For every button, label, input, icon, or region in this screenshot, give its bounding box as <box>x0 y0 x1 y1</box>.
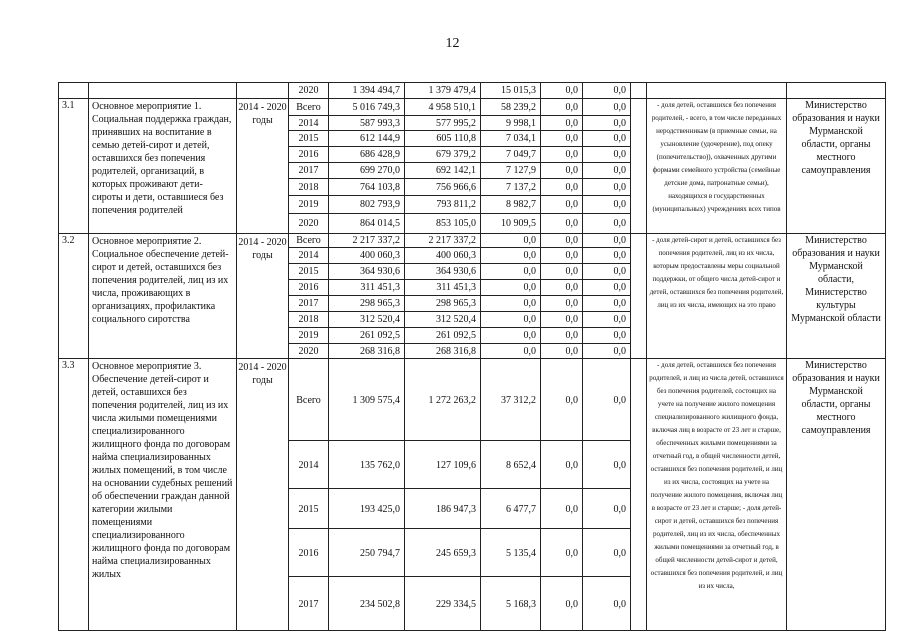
total-cell: 2 217 337,2 <box>329 234 405 248</box>
federal-budget-cell: 5 168,3 <box>481 577 541 631</box>
local-budget-cell: 0,0 <box>541 147 583 163</box>
federal-budget-cell: 0,0 <box>481 296 541 312</box>
federal-budget-cell: 0,0 <box>481 264 541 280</box>
federal-budget-cell: 0,0 <box>481 248 541 264</box>
year-cell: 2017 <box>289 163 329 179</box>
year-cell: 2014 <box>289 116 329 131</box>
activity-number: 3.3 <box>59 359 89 631</box>
total-cell: 261 092,5 <box>329 328 405 344</box>
federal-budget-cell: 0,0 <box>481 234 541 248</box>
federal-budget-cell: 6 477,7 <box>481 489 541 529</box>
local-budget-cell: 0,0 <box>541 214 583 234</box>
activity-period: 2014 - 2020 годы <box>237 99 289 234</box>
local-budget-cell: 0,0 <box>541 441 583 489</box>
activity-number: 3.1 <box>59 99 89 234</box>
local-budget-cell: 0,0 <box>541 296 583 312</box>
regional-budget-cell: 793 811,2 <box>405 196 481 214</box>
regional-budget-cell: 127 109,6 <box>405 441 481 489</box>
year-cell: 2015 <box>289 131 329 147</box>
federal-budget-cell: 7 034,1 <box>481 131 541 147</box>
local-budget-cell: 0,0 <box>541 179 583 196</box>
other-sources-cell: 0,0 <box>583 163 631 179</box>
local-budget-cell: 0,0 <box>541 529 583 577</box>
regional-budget-cell: 400 060,3 <box>405 248 481 264</box>
federal-budget-cell: 0,0 <box>481 344 541 359</box>
year-cell: 2017 <box>289 577 329 631</box>
federal-budget-cell: 37 312,2 <box>481 359 541 441</box>
federal-budget-cell: 8 652,4 <box>481 441 541 489</box>
total-cell: 587 993,3 <box>329 116 405 131</box>
federal-budget-cell: 0,0 <box>481 328 541 344</box>
regional-budget-cell: 853 105,0 <box>405 214 481 234</box>
other-sources-cell: 0,0 <box>583 234 631 248</box>
regional-budget-cell: 186 947,3 <box>405 489 481 529</box>
year-cell: 2020 <box>289 214 329 234</box>
other-sources-cell: 0,0 <box>583 280 631 296</box>
other-sources-cell: 0,0 <box>583 577 631 631</box>
regional-budget-cell: 679 379,2 <box>405 147 481 163</box>
total-cell: 699 270,0 <box>329 163 405 179</box>
local-budget-cell: 0,0 <box>541 328 583 344</box>
local-budget-cell: 0,0 <box>541 131 583 147</box>
total-cell: 268 316,8 <box>329 344 405 359</box>
total-cell: 612 144,9 <box>329 131 405 147</box>
indicator-text: - доля детей-сирот и детей, оставшихся без попечения родителей, лиц из их числа, которым предоставлены меры социальной поддержки, от общего числа детей-сирот и детей, оставшихся без попечения родителей, лиц из их числа, имеющих на это право <box>647 234 787 359</box>
year-cell: 2014 <box>289 248 329 264</box>
year-cell: 2018 <box>289 312 329 328</box>
regional-budget-cell: 261 092,5 <box>405 328 481 344</box>
year-cell: 2019 <box>289 328 329 344</box>
federal-budget-cell: 7 127,9 <box>481 163 541 179</box>
blank-cell <box>631 99 647 234</box>
local-budget-cell: 0,0 <box>541 489 583 529</box>
activity-number: 3.2 <box>59 234 89 359</box>
federal-budget-cell: 5 135,4 <box>481 529 541 577</box>
year-cell: 2014 <box>289 441 329 489</box>
year-cell: 2016 <box>289 147 329 163</box>
activity-period: 2014 - 2020 годы <box>237 359 289 631</box>
total-cell: 686 428,9 <box>329 147 405 163</box>
regional-budget-cell: 1 272 263,2 <box>405 359 481 441</box>
year-cell: Всего <box>289 99 329 116</box>
regional-budget-cell: 229 334,5 <box>405 577 481 631</box>
local-budget-cell: 0,0 <box>541 359 583 441</box>
other-sources-cell: 0,0 <box>583 248 631 264</box>
other-sources-cell: 0,0 <box>583 147 631 163</box>
other-sources-cell: 0,0 <box>583 83 631 99</box>
local-budget-cell: 0,0 <box>541 577 583 631</box>
total-cell: 1 309 575,4 <box>329 359 405 441</box>
year-cell: 2020 <box>289 344 329 359</box>
total-cell: 250 794,7 <box>329 529 405 577</box>
federal-budget-cell: 8 982,7 <box>481 196 541 214</box>
year-cell: 2019 <box>289 196 329 214</box>
table-row <box>59 99 886 116</box>
local-budget-cell: 0,0 <box>541 344 583 359</box>
executor-text: Министерство образования и науки Мурманской области, органы местного самоуправления <box>787 359 886 631</box>
other-sources-cell: 0,0 <box>583 131 631 147</box>
regional-budget-cell: 311 451,3 <box>405 280 481 296</box>
year-cell: 2017 <box>289 296 329 312</box>
table-row <box>59 234 886 248</box>
regional-budget-cell: 756 966,6 <box>405 179 481 196</box>
total-cell: 864 014,5 <box>329 214 405 234</box>
local-budget-cell: 0,0 <box>541 163 583 179</box>
blank-cell <box>59 83 89 99</box>
other-sources-cell: 0,0 <box>583 489 631 529</box>
federal-budget-cell: 7 137,2 <box>481 179 541 196</box>
blank-cell <box>631 83 647 99</box>
total-cell: 400 060,3 <box>329 248 405 264</box>
total-cell: 311 451,3 <box>329 280 405 296</box>
other-sources-cell: 0,0 <box>583 312 631 328</box>
blank-cell <box>647 83 787 99</box>
indicator-text: - доля детей, оставшихся без попечения родителей, и лиц из числа детей, оставшихся без попечения родителей, состоящих на учете на получение жилого помещения специализированного жилищного фонда, включая лиц в возрасте от 23 лет и старше, обеспеченных жилыми помещениями за отчетный год, в общей численности детей, оставшихся без попечения родителей, и лиц из их числа, состоящих на учете на получение жилого помещения, включая лиц в возрасте от 23 лет и старше; - доля детей-сирот и детей, оставшихся без попечения родителей, лиц из их числа, обеспеченных жилыми помещениями за отчетный год, в общей численности детей-сирот и детей, оставшихся без попечения родителей, и лиц из их числа, <box>647 359 787 631</box>
executor-text: Министерство образования и науки Мурманской области, органы местного самоуправления <box>787 99 886 234</box>
local-budget-cell: 0,0 <box>541 83 583 99</box>
year-cell: 2015 <box>289 489 329 529</box>
year-cell: 2016 <box>289 280 329 296</box>
other-sources-cell: 0,0 <box>583 179 631 196</box>
year-cell: 2020 <box>289 83 329 99</box>
federal-budget-cell: 10 909,5 <box>481 214 541 234</box>
regional-budget-cell: 2 217 337,2 <box>405 234 481 248</box>
federal-budget-cell: 0,0 <box>481 280 541 296</box>
activity-period: 2014 - 2020 годы <box>237 234 289 359</box>
other-sources-cell: 0,0 <box>583 264 631 280</box>
page-number: 12 <box>445 36 460 51</box>
year-cell: Всего <box>289 359 329 441</box>
total-cell: 234 502,8 <box>329 577 405 631</box>
activity-title: Основное мероприятие 1. Социальная поддержка граждан, принявших на воспитание в семью детей-сирот и детей, оставшихся без попечения родителей, организаций, в которых проживают дети-сироты и дети, оставшиеся без попечения родителей <box>89 99 237 234</box>
regional-budget-cell: 4 958 510,1 <box>405 99 481 116</box>
blank-cell <box>631 359 647 631</box>
year-cell: 2016 <box>289 529 329 577</box>
local-budget-cell: 0,0 <box>541 248 583 264</box>
local-budget-cell: 0,0 <box>541 116 583 131</box>
blank-cell <box>237 83 289 99</box>
local-budget-cell: 0,0 <box>541 264 583 280</box>
total-cell: 312 520,4 <box>329 312 405 328</box>
activity-title: Основное мероприятие 3. Обеспечение детей-сирот и детей, оставшихся без попечения родителей, лиц из их числа жилыми помещениями специализированного жилищного фонда по договорам найма специализированных жилых помещений, в том числе на основании судебных решений об обеспечении граждан данной категории жилыми помещениями специализированного жилищного фонда по договорам найма специализированных жилых <box>89 359 237 631</box>
regional-budget-cell: 692 142,1 <box>405 163 481 179</box>
local-budget-cell: 0,0 <box>541 196 583 214</box>
local-budget-cell: 0,0 <box>541 99 583 116</box>
activity-title: Основное мероприятие 2. Социальное обеспечение детей-сирот и детей, оставшихся без попечения родителей, лиц из их числа, проживающих в организациях, профилактика социального сиротства <box>89 234 237 359</box>
table-row <box>59 359 886 441</box>
local-budget-cell: 0,0 <box>541 280 583 296</box>
blank-cell <box>631 234 647 359</box>
other-sources-cell: 0,0 <box>583 296 631 312</box>
federal-budget-cell: 9 998,1 <box>481 116 541 131</box>
table-row <box>59 83 886 99</box>
regional-budget-cell: 298 965,3 <box>405 296 481 312</box>
total-cell: 364 930,6 <box>329 264 405 280</box>
blank-cell <box>787 83 886 99</box>
other-sources-cell: 0,0 <box>583 214 631 234</box>
federal-budget-cell: 7 049,7 <box>481 147 541 163</box>
other-sources-cell: 0,0 <box>583 99 631 116</box>
executor-text: Министерство образования и науки Мурманской области, Министерство культуры Мурманской области <box>787 234 886 359</box>
total-cell: 1 394 494,7 <box>329 83 405 99</box>
regional-budget-cell: 605 110,8 <box>405 131 481 147</box>
total-cell: 764 103,8 <box>329 179 405 196</box>
regional-budget-cell: 268 316,8 <box>405 344 481 359</box>
other-sources-cell: 0,0 <box>583 328 631 344</box>
federal-budget-cell: 15 015,3 <box>481 83 541 99</box>
year-cell: 2018 <box>289 179 329 196</box>
total-cell: 135 762,0 <box>329 441 405 489</box>
total-cell: 5 016 749,3 <box>329 99 405 116</box>
regional-budget-cell: 364 930,6 <box>405 264 481 280</box>
regional-budget-cell: 1 379 479,4 <box>405 83 481 99</box>
year-cell: Всего <box>289 234 329 248</box>
regional-budget-cell: 312 520,4 <box>405 312 481 328</box>
regional-budget-cell: 577 995,2 <box>405 116 481 131</box>
regional-budget-cell: 245 659,3 <box>405 529 481 577</box>
total-cell: 193 425,0 <box>329 489 405 529</box>
local-budget-cell: 0,0 <box>541 234 583 248</box>
other-sources-cell: 0,0 <box>583 196 631 214</box>
program-activities-table <box>58 82 886 631</box>
other-sources-cell: 0,0 <box>583 116 631 131</box>
total-cell: 298 965,3 <box>329 296 405 312</box>
total-cell: 802 793,9 <box>329 196 405 214</box>
other-sources-cell: 0,0 <box>583 344 631 359</box>
other-sources-cell: 0,0 <box>583 441 631 489</box>
blank-cell <box>89 83 237 99</box>
year-cell: 2015 <box>289 264 329 280</box>
other-sources-cell: 0,0 <box>583 529 631 577</box>
indicator-text: - доля детей, оставшихся без попечения родителей, - всего, в том числе переданных неродственникам (в приемные семьи, на усыновление (удочерение), под опеку (попечительство)), охваченных другими формами семейного устройства (семейные детские дома, патронатные семьи), находящихся в государственных (муниципальных) учреждениях всех типов <box>647 99 787 234</box>
federal-budget-cell: 0,0 <box>481 312 541 328</box>
other-sources-cell: 0,0 <box>583 359 631 441</box>
federal-budget-cell: 58 239,2 <box>481 99 541 116</box>
local-budget-cell: 0,0 <box>541 312 583 328</box>
